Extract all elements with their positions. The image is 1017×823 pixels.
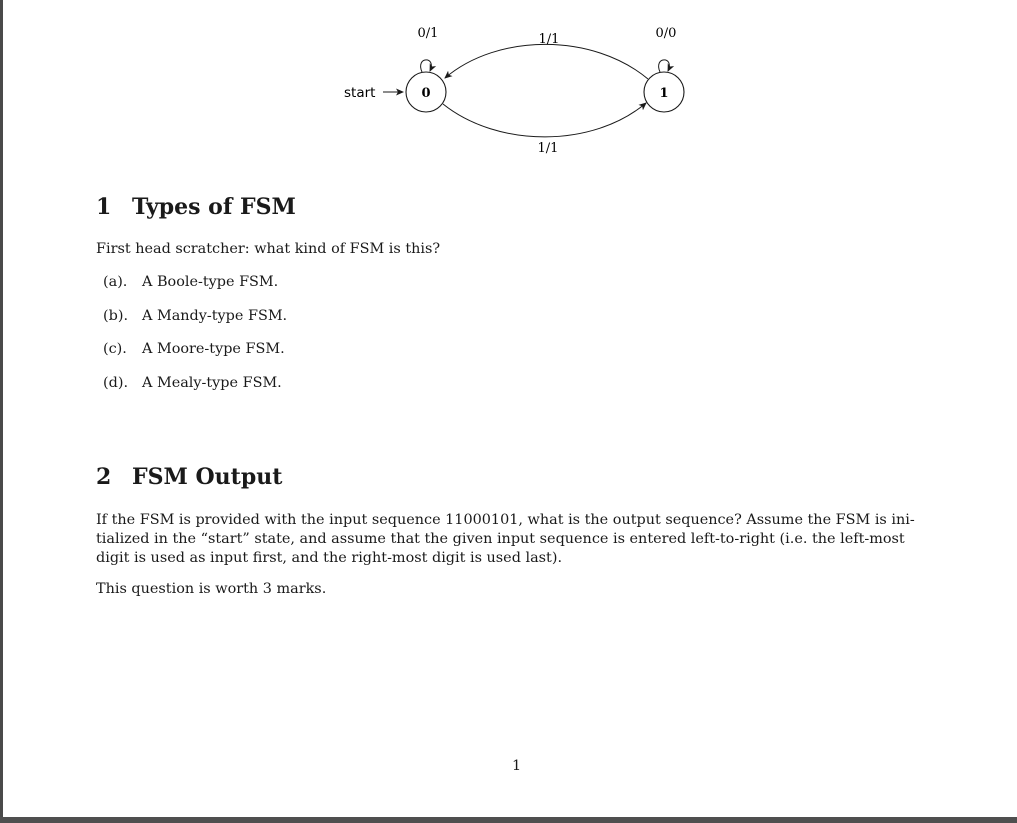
viewer-bottom-border [0,817,1017,823]
document-page [3,0,1017,817]
option-c [103,340,287,374]
option-d-label: (d). [103,374,129,391]
edge-0-to-1 [443,103,646,137]
edge-1-to-0 [445,44,648,79]
section-2-line-2: tialized in the “start” state, and assume that the given input sequence is entered left-to-right (i.e. the left-most [96,531,905,547]
option-b-label: (b). [103,307,129,324]
section-2-line-1: If the FSM is provided with the input sequence 11000101, what is the output sequence? Assume the FSM is ini- [96,512,915,528]
option-d-text: A Mealy-type FSM. [142,374,282,391]
section-1-title: Types of FSM [132,194,296,220]
self-loop-0 [421,60,432,72]
start-label: start [344,85,376,101]
self-loop-0-label: 0/1 [417,26,439,41]
section-1-heading [96,194,296,220]
section-2-number: 2 [96,464,112,490]
section-2-heading [96,464,282,490]
self-loop-1 [659,60,670,72]
section-2-line-3: digit is used as input first, and the right-most digit is used last). [96,550,563,566]
edge-1-to-0-label: 1/1 [538,32,560,47]
section-2-title: FSM Output [132,464,283,490]
page-number: 1 [512,758,522,774]
section-2-body [96,511,976,568]
answer-options-list [103,273,287,407]
marks-note: This question is worth 3 marks. [96,581,327,597]
option-a [103,273,287,307]
section-1-number: 1 [96,194,112,220]
option-b [103,307,287,341]
self-loop-1-label: 0/0 [655,26,677,41]
option-a-text: A Boole-type FSM. [142,274,279,290]
state-1-label: 1 [659,86,669,101]
state-0-label: 0 [421,86,431,101]
option-c-label: (c). [103,341,127,357]
option-b-text: A Mandy-type FSM. [142,307,288,324]
edge-0-to-1-label: 1/1 [537,141,559,156]
section-1-question: First head scratcher: what kind of FSM is this? [96,241,441,257]
fsm-state-diagram [3,0,1017,180]
option-d [103,374,287,408]
option-c-text: A Moore-type FSM. [142,341,285,357]
option-a-label: (a). [103,274,128,290]
